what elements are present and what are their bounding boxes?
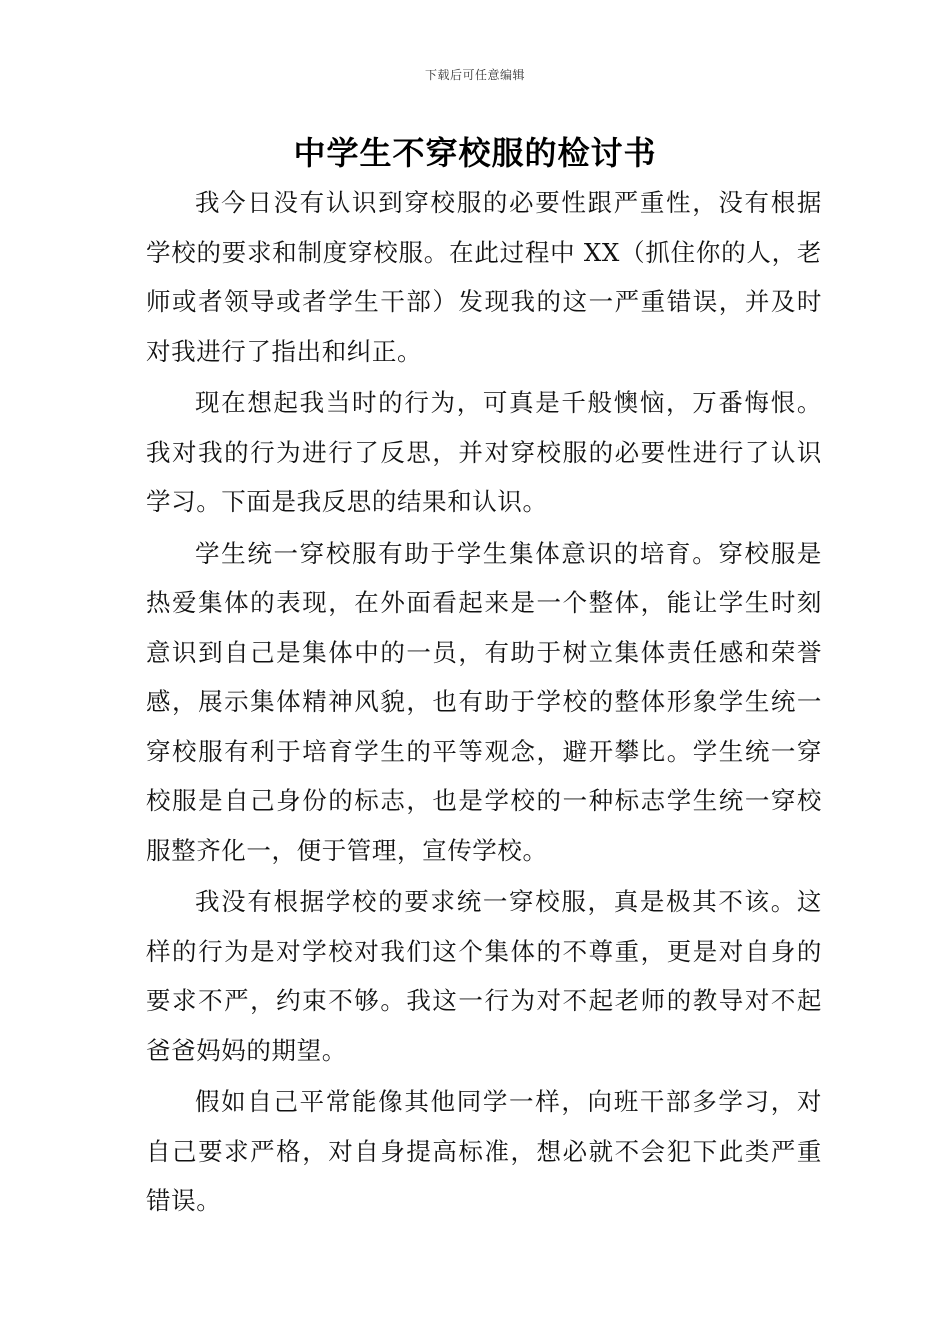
paragraph-2: 现在想起我当时的行为，可真是千般懊恼，万番悔恨。我对我的行为进行了反思，并对穿校服的必要性进行了认识学习。下面是我反思的结果和认识。	[146, 388, 822, 516]
paragraph-1: 我今日没有认识到穿校服的必要性跟严重性，没有根据学校的要求和制度穿校服。在此过程中 XX（抓住你的人，老师或者领导或者学生干部）发现我的这一严重错误，并及时对我进行了指出和纠正。	[146, 188, 822, 366]
paragraph-3: 学生统一穿校服有助于学生集体意识的培育。穿校服是热爱集体的表现，在外面看起来是一个整体，能让学生时刻意识到自己是集体中的一员，有助于树立集体责任感和荣誉感，展示集体精神风貌，也有助于学校的整体形象学生统一穿校服有利于培育学生的平等观念，避开攀比。学生统一穿校服是自己身份的标志，也是学校的一种标志学生统一穿校服整齐化一，便于管理，宣传学校。	[146, 538, 822, 865]
paragraph-5: 假如自己平常能像其他同学一样，向班干部多学习，对自己要求严格，对自身提高标准，想必就不会犯下此类严重错误。	[146, 1087, 822, 1215]
header-note: 下载后可任意编辑	[424, 68, 525, 82]
document-title: 中学生不穿校服的检讨书	[293, 134, 657, 172]
paragraph-4: 我没有根据学校的要求统一穿校服，真是极其不该。这样的行为是对学校对我们这个集体的不尊重，更是对自身的要求不严，约束不够。我这一行为对不起老师的教导对不起爸爸妈妈的期望。	[146, 887, 822, 1065]
document-body	[146, 178, 822, 1228]
